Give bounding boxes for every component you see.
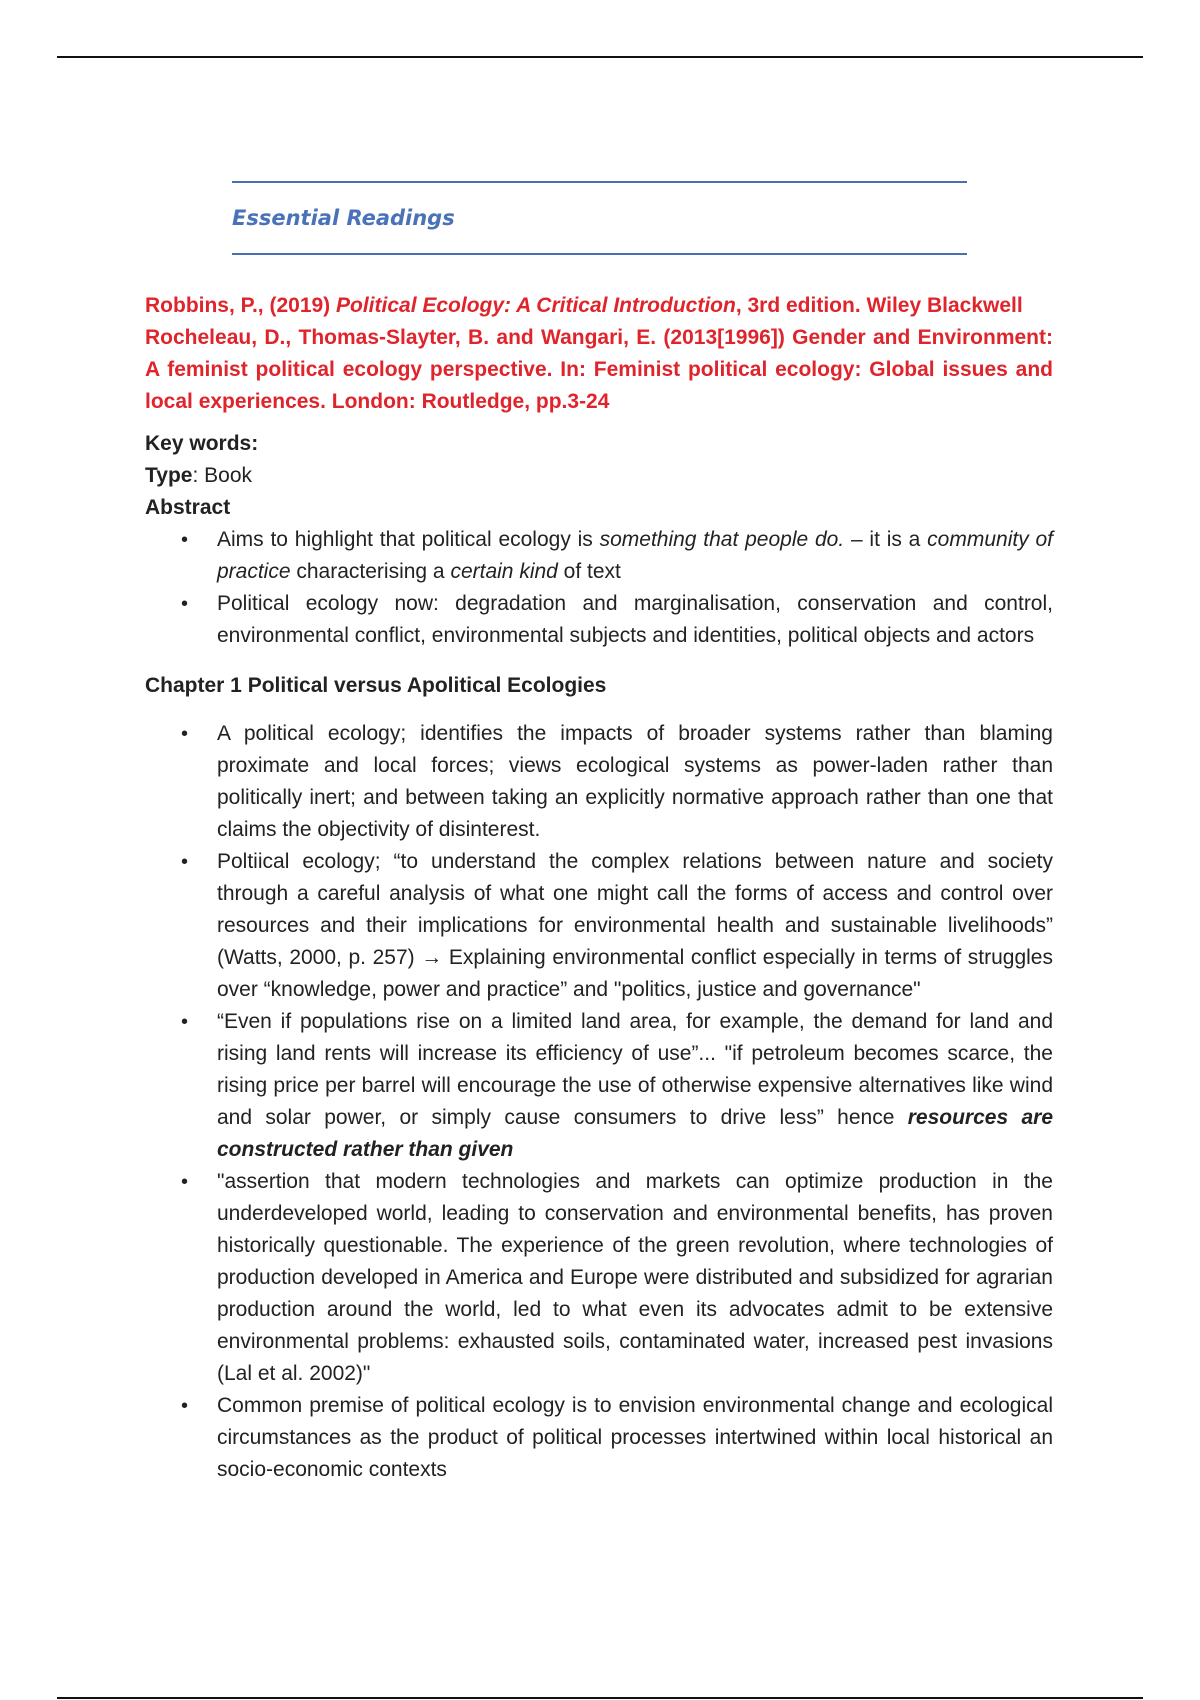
page-top-rule — [57, 56, 1143, 58]
reference-list — [145, 290, 1053, 418]
bullet-icon: • — [181, 529, 189, 551]
keywords-line: Key words: — [145, 432, 259, 455]
list-item: • "assertion that modern technologies and markets can optimize production in the underdeveloped world, leading to conservation and environmental benefits, has proven historically questionable. The experience of the green revolution, where technologies of production developed in America and Europe were distributed and subsidized for agrarian production around the world, led to what even its advocates admit to be extensive environmental problems: exhausted soils, contaminated water, increased pest invasions (Lal et al. 2002)" — [145, 1166, 1053, 1390]
abstract-label: Abstract — [145, 496, 231, 519]
bullet-icon: • — [181, 851, 189, 873]
reference-robbins: Robbins, P., (2019) Political Ecology: A Critical Introduction, 3rd edition. Wiley Blackwell — [145, 294, 1023, 317]
essential-readings-heading — [232, 181, 967, 255]
bullet-icon: • — [181, 1395, 189, 1417]
chapter-title: Chapter 1 Political versus Apolitical Ecologies — [145, 674, 607, 697]
bullet-icon: • — [181, 1011, 189, 1033]
bullet-icon: • — [181, 723, 189, 745]
list-item: • A political ecology; identifies the impacts of broader systems rather than blaming proximate and local forces; views ecological systems as power-laden rather than politically inert; and between taking an explicitly normative approach rather than one that claims the objectivity of disinterest. — [145, 718, 1053, 846]
chapter-bullet-list — [145, 718, 1053, 1486]
list-item: • “Even if populations rise on a limited land area, for example, the demand for land and rising land rents will increase its efficiency of use”... "if petroleum becomes scarce, the rising price per barrel will encourage the use of otherwise expensive alternatives like wind and solar power, or simply cause consumers to drive less” hence resources are constructed rather than given — [145, 1006, 1053, 1166]
type-line — [145, 460, 1053, 492]
list-item: • Poltiical ecology; “to understand the complex relations between nature and society through a careful analysis of what one might call the forms of access and control over resources and their implications for environmental health and sustainable livelihoods” (Watts, 2000, p. 257) → Explaining environmental conflict especially in terms of struggles over “knowledge, power and practice” and "politics, justice and governance" — [145, 846, 1053, 1006]
bullet-icon: • — [181, 1171, 189, 1193]
bullet-icon: • — [181, 593, 189, 615]
type-label: Type — [145, 464, 193, 487]
reference-rocheleau: Rocheleau, D., Thomas-Slayter, B. and Wangari, E. (2013[1996]) Gender and Environment: A feminist political ecology perspective. In: Feminist political ecology: Global issues and local experiences. London: Routledge, pp.3-24 — [145, 326, 1053, 413]
list-item: • Common premise of political ecology is to envision environmental change and ecological circumstances as the product of political processes intertwined within local historical an socio-economic contexts — [145, 1390, 1053, 1486]
heading-bottom-rule — [232, 253, 967, 255]
list-item: • Political ecology now: degradation and marginalisation, conservation and control, environmental conflict, environmental subjects and identities, political objects and actors — [145, 588, 1053, 652]
list-item: • Aims to highlight that political ecology is something that people do. – it is a community of practice characterising a certain kind of text — [145, 524, 1053, 588]
type-value: : Book — [192, 464, 253, 487]
page-bottom-rule — [57, 1697, 1143, 1699]
heading-title: Essential Readings — [232, 206, 455, 230]
abstract-bullet-list — [145, 524, 1053, 652]
document-body — [145, 290, 1053, 1486]
